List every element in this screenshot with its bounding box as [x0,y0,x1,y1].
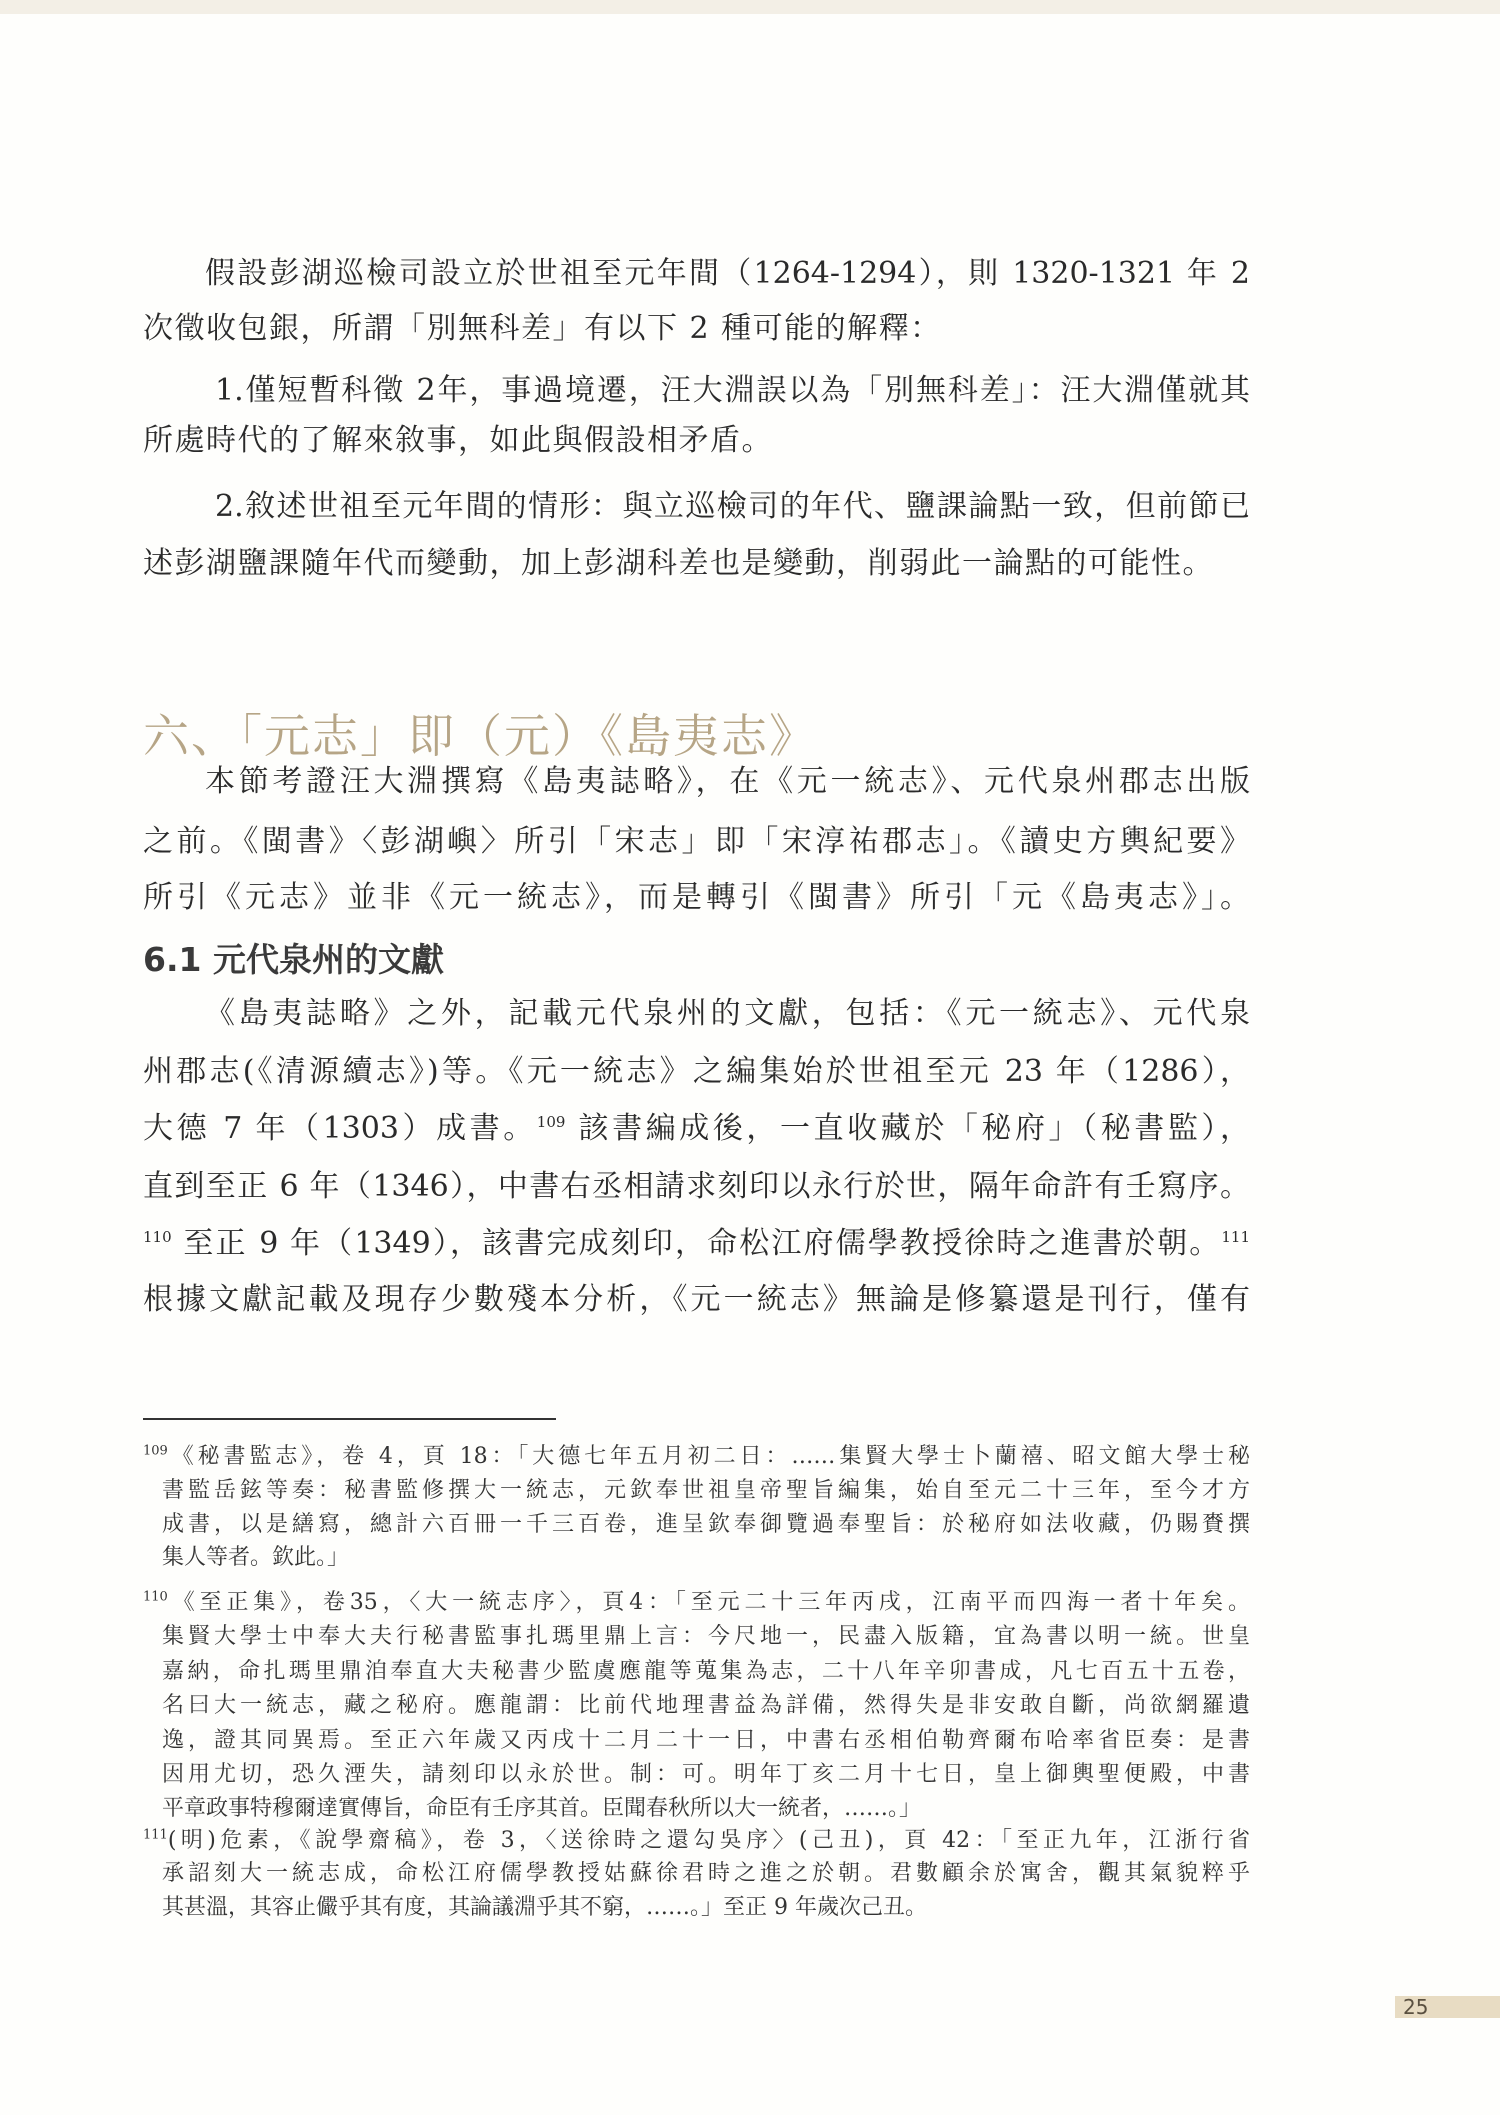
footnote-line: 集賢大學士中奉大夫行秘書監事扎瑪里鼎上言：今尺地一，民盡入版籍，宜為書以明一統。世皇 [162,1624,1250,1649]
footnote-line: 成書，以是繕寫，總計六百冊一千三百卷，進呈欽奉御覽過奉聖旨：於秘府如法收藏，仍賜賚撰 [162,1512,1250,1537]
paragraph-line [143,1109,1250,1149]
footnote-line: 集人等者。欽此。」 [162,1545,350,1570]
footnote-ref-110[interactable]: 110 [143,1228,172,1246]
paragraph-line: 根據文獻記載及現存少數殘本分析，《元一統志》無論是修纂還是刊行，僅有 [143,1282,1250,1317]
page-number: 25 [1395,1996,1500,2018]
paragraph-line: 州郡志(《清源續志》)等。《元一統志》之編集始於世祖至元 23 年（1286）， [143,1054,1250,1089]
footnote-line: 平章政事特穆爾達實傳旨，命臣有壬序其首。臣聞春秋所以大一統者，……。」 [162,1796,922,1821]
paragraph-line: 假設彭湖巡檢司設立於世祖至元年間（1264-1294），則 1320-1321 年 2 [205,256,1250,291]
footnote-text: 《至正集》，卷35，〈大一統志序〉，頁4：「至元二十三年丙戌，江南平而四海一者十年矣。 [167,1590,1250,1615]
footnote-divider [143,1418,556,1420]
paragraph-line: 次徵收包銀，所謂「別無科差」有以下 2 種可能的解釋： [143,311,942,346]
footnote-line: 名曰大一統志，藏之秘府。應龍謂：比前代地理書益為詳備，然得失是非安敢自斷，尚欲網羅遺 [162,1693,1250,1718]
footnote-number: 109 [143,1443,168,1459]
paragraph-line [143,1224,1250,1264]
page-top-band [0,0,1500,14]
footnote-line: 其甚溫，其容止儼乎其有度，其論議淵乎其不窮，……。」至正 9 年歲次己丑。 [162,1895,927,1920]
footnote-110 [143,1587,1250,1619]
paragraph-text: 大德 7 年（1303）成書。 [143,1111,537,1146]
paragraph-line: 《島夷誌略》之外，記載元代泉州的文獻，包括：《元一統志》、元代泉 [205,996,1250,1031]
paragraph-line: 本節考證汪大淵撰寫《島夷誌略》，在《元一統志》、元代泉州郡志出版 [205,764,1250,799]
section-heading: 六、「元志」即（元）《島夷志》 [143,709,817,763]
footnote-ref-111[interactable]: 111 [1221,1228,1250,1246]
subsection-heading: 6.1 元代泉州的文獻 [143,940,444,979]
list-item-line: 所處時代的了解來敘事，如此與假設相矛盾。 [143,423,773,458]
footnote-line: 承詔刻大一統志成，命松江府儒學教授姑蘇徐君時之進之於朝。君數顧余於寓舍，觀其氣貌粹乎 [162,1861,1250,1886]
paragraph-line: 所引《元志》並非《元一統志》，而是轉引《閩書》所引「元《島夷志》」。 [143,880,1250,915]
footnote-line: 嘉納，命扎瑪里鼎洎奉直大夫秘書少監虞應龍等蒐集為志，二十八年辛卯書成，凡七百五十五卷， [162,1659,1250,1684]
footnote-number: 111 [143,1827,168,1843]
footnote-ref-109[interactable]: 109 [536,1113,566,1131]
list-item-line: 述彭湖鹽課隨年代而變動，加上彭湖科差也是變動，削弱此一論點的可能性。 [143,546,1214,581]
footnote-line: 因用尤切，恐久湮失，請刻印以永於世。制：可。明年丁亥二月十七日，皇上御輿聖便殿，中書 [162,1762,1250,1787]
footnote-111 [143,1825,1250,1857]
paragraph-text: 至正 9 年（1349），該書完成刻印，命松江府儒學教授徐時之進書於朝。 [171,1226,1222,1261]
footnote-line: 書監岳鉉等奏：秘書監修撰大一統志，元欽奉世祖皇帝聖旨編集，始自至元二十三年，至今才方 [162,1478,1250,1503]
paragraph-text: 該書編成後，一直收藏於「秘府」（秘書監）， [565,1111,1250,1146]
paragraph-line: 直到至正 6 年（1346），中書右丞相請求刻印以永行於世，隔年命許有壬寫序。 [143,1169,1250,1204]
list-item-line: 2.敘述世祖至元年間的情形：與立巡檢司的年代、鹽課論點一致，但前節已 [215,489,1250,524]
footnote-text: (明)危素，《說學齋稿》，卷 3，〈送徐時之還勾吳序〉(己丑)，頁 42：「至正九年，江浙行省 [167,1828,1250,1853]
footnote-text: 《秘書監志》，卷 4，頁 18：「大德七年五月初二日：……集賢大學士卜蘭禧、昭文館大學士秘 [167,1444,1250,1469]
footnote-109 [143,1441,1250,1473]
footnote-line: 逸，證其同異焉。至正六年歲又丙戌十二月二十一日，中書右丞相伯勒齊爾布哈率省臣奏：是書 [162,1728,1250,1753]
paragraph-line: 之前。《閩書》〈彭湖嶼〉所引「宋志」即「宋淳祐郡志」。《讀史方輿紀要》 [143,824,1250,859]
list-item-line: 1.僅短暫科徵 2年，事過境遷，汪大淵誤以為「別無科差」：汪大淵僅就其 [215,373,1250,408]
footnote-number: 110 [143,1589,168,1605]
